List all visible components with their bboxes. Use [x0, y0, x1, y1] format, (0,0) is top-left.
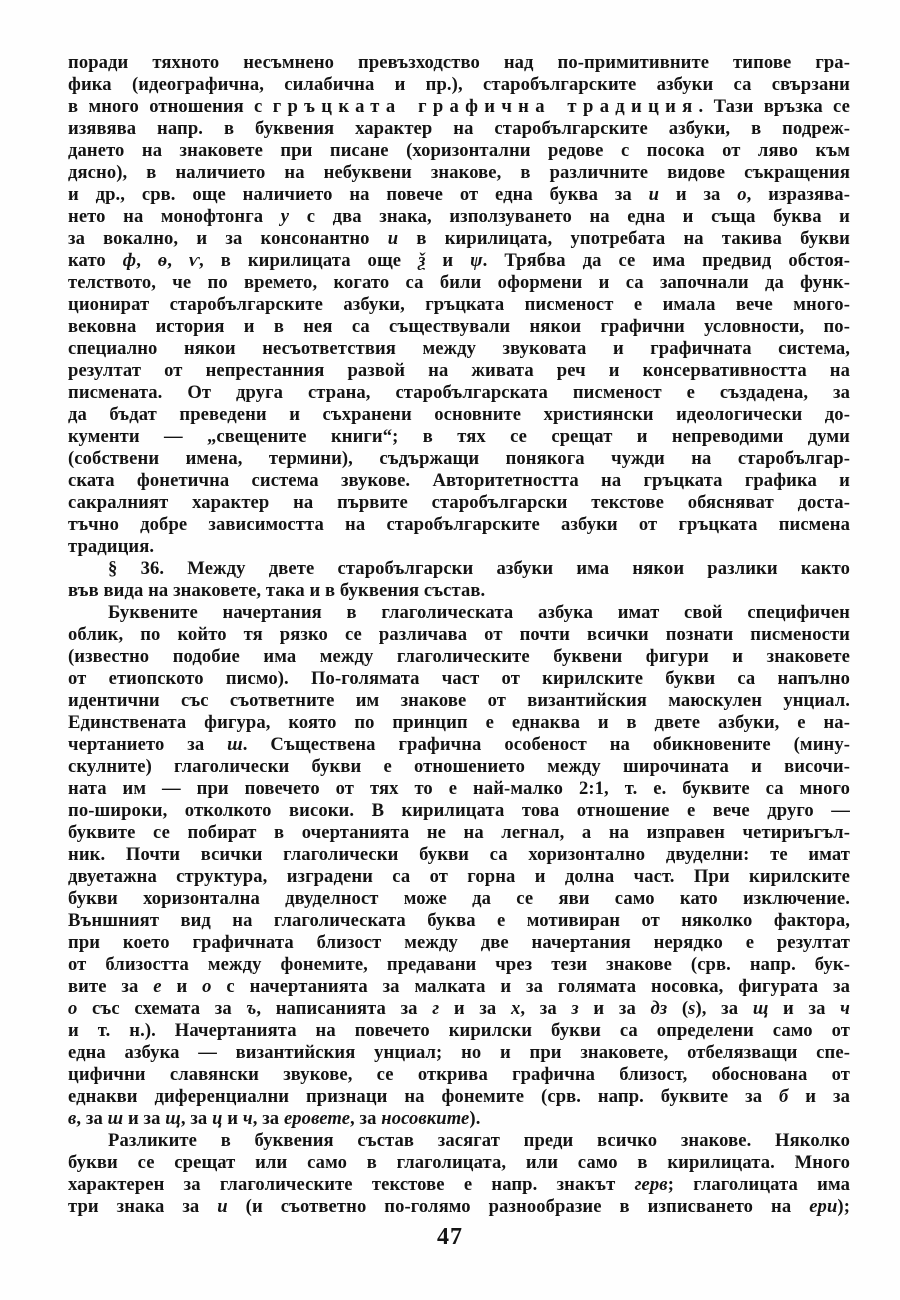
text-line — [68, 888, 850, 910]
text-run: еднакви диференциални признаци на фонемите (срв. напр. буквите за — [68, 1086, 780, 1107]
text-run: кументи — „свещените книги“; в тях се срещат и непреводими думи — [68, 426, 850, 447]
text-line — [68, 558, 850, 580]
text-line — [68, 580, 850, 602]
text-run: резултат от непрестанния развой на живата реч и консервативността на — [68, 360, 850, 381]
text-run: специално някои несъответствия между звуковата и графичната система, — [68, 338, 850, 359]
text-run: от близостта между фонемите, предавани чрез тези знакове (срв. напр. бук- — [68, 954, 850, 975]
italic-term: о — [68, 998, 78, 1019]
italic-term: з — [571, 998, 579, 1019]
text-run: да бъдат преведени и съхранени основните християнски идеологически до- — [68, 404, 850, 425]
text-run: ник. Почти всички глаголически букви са хоризонтално двуделни: те имат — [68, 844, 850, 865]
italic-term: ф — [122, 250, 137, 271]
text-run: букви хоризонтална двуделност може да се яви само като изключение. — [68, 888, 850, 909]
text-run: и — [161, 976, 203, 997]
text-run: Буквените начертания в глаголическата азбука имат свой специфичен — [108, 602, 850, 623]
page-number: 47 — [437, 1224, 463, 1250]
text-run: и за — [659, 184, 738, 205]
italic-term: ѳ — [157, 250, 168, 271]
text-line — [68, 910, 850, 932]
text-line — [68, 624, 850, 646]
text-run: ( — [667, 998, 689, 1019]
text-line — [68, 404, 850, 426]
text-run: за вокално, и за консонантно — [68, 228, 388, 249]
text-line — [68, 646, 850, 668]
text-run: Единствената фигура, която по принцип е еднаква и в двете азбуки, е на- — [68, 712, 850, 733]
text-run: чертанието за — [68, 734, 228, 755]
text-run: вековна история и в нея са съществували някои графични условности, по- — [68, 316, 850, 337]
text-run: . Съществена графична особеност на обикновените (мину- — [242, 734, 851, 755]
text-run: ), за — [695, 998, 753, 1019]
text-run: с два знака, използуването на една и съща буква и — [289, 206, 850, 227]
text-run: дането на знаковете при писане (хоризонтални редове с посока от ляво към — [68, 140, 850, 161]
italic-term: ери — [809, 1196, 838, 1217]
text-line — [68, 668, 850, 690]
text-run: , за — [350, 1108, 382, 1129]
text-run: с начертанията за малката и за голямата носовка, фигурата за — [211, 976, 850, 997]
text-run: при което графичната близост между две начертания нерядко е резултат — [68, 932, 850, 953]
text-line — [68, 360, 850, 382]
text-line — [68, 206, 850, 228]
text-line — [68, 734, 850, 756]
italic-term: е — [153, 976, 162, 997]
text-run: като — [68, 250, 123, 271]
text-run: и др., срв. още наличието на повече от една буква за — [68, 184, 649, 205]
italic-term: х — [510, 998, 521, 1019]
text-run: цифични славянски звукове, се открива графична близост, обоснована от — [68, 1064, 850, 1085]
italic-term: щ — [752, 998, 769, 1019]
text-run: тъчно добре зависимостта на старобългарските азбуки от гръцката писмена — [68, 514, 850, 535]
text-run: вите за — [68, 976, 154, 997]
text-run: писмената. От друга страна, старобългарската писменост е създадена, за — [68, 382, 850, 403]
text-run: , за — [76, 1108, 108, 1129]
text-line — [68, 228, 850, 250]
text-run: нето на монофтонга — [68, 206, 281, 227]
text-run: , в кирилицата още — [199, 250, 419, 271]
text-run: идентични със съответните им знакове от византийския маюскулен унциал. — [68, 690, 850, 711]
text-run: ната им — при повечето от тях то е най-малко 2:1, т. е. буквите са много — [68, 778, 850, 799]
italic-term: дз — [650, 998, 668, 1019]
text-run: и за — [788, 1086, 850, 1107]
text-line — [68, 118, 850, 140]
text-run: ); — [837, 1196, 850, 1217]
text-run: и — [222, 1108, 243, 1129]
text-line — [68, 250, 850, 272]
text-line — [68, 1042, 850, 1064]
text-run: двуетажна структура, изградени са от горна и долна част. При кирилските — [68, 866, 850, 887]
text-run: . Трябва да се има предвид обстоя- — [482, 250, 851, 271]
text-run: изявява напр. в буквения характер на старобългарските азбуки, в подреж- — [68, 118, 850, 139]
italic-term: еровете — [283, 1108, 351, 1129]
text-run: от етиопското писмо). По-голямата част от кирилските букви са напълно — [68, 668, 850, 689]
text-run: , — [136, 250, 158, 271]
text-run: и за — [439, 998, 511, 1019]
text-line — [68, 1130, 850, 1152]
text-run: Външният вид на глаголическата буква е мотивиран от няколко фактора, — [68, 910, 850, 931]
text-run: ционират старобългарските азбуки, гръцката писменост е имала вече много- — [68, 294, 850, 315]
text-line — [68, 690, 850, 712]
body-text — [68, 52, 850, 1218]
text-run: телството, че по времето, когато са били оформени и са започнали да функ- — [68, 272, 850, 293]
italic-term: о — [202, 976, 212, 997]
text-run: скулните) глаголически букви е отношението между широчината и височи- — [68, 756, 850, 777]
text-run: облик, по който тя рязко се различава от почти всички познати писмености — [68, 624, 850, 645]
italic-term: ѕ — [688, 998, 696, 1019]
text-line — [68, 514, 850, 536]
text-line — [68, 602, 850, 624]
italic-term: ш — [107, 1108, 124, 1129]
italic-term: в — [68, 1108, 77, 1129]
italic-term: б — [779, 1086, 789, 1107]
text-line — [68, 976, 850, 998]
text-run: , за — [520, 998, 572, 1019]
text-run: в кирилицата, употребата на такива букви — [398, 228, 850, 249]
text-line — [68, 470, 850, 492]
text-line — [68, 492, 850, 514]
italic-term: ѯ — [418, 250, 426, 271]
italic-term: ч — [840, 998, 851, 1019]
text-line — [68, 1196, 850, 1218]
text-run: поради тяхното несъмнено превъзходство над по-примитивните типове гра- — [68, 52, 850, 73]
text-run: в много отношения с — [68, 96, 273, 117]
italic-term: о — [737, 184, 747, 205]
italic-term: и — [387, 228, 399, 249]
italic-term: щ — [165, 1108, 181, 1129]
text-run: букви се срещат или само в глаголицата, или само в кирилицата. Много — [68, 1152, 850, 1173]
text-line — [68, 1174, 850, 1196]
italic-term: ѵ — [188, 250, 200, 271]
text-line — [68, 998, 850, 1020]
text-line — [68, 932, 850, 954]
text-run: , — [167, 250, 189, 271]
spaced-emphasis: гръцката графична традиция — [272, 96, 699, 117]
text-run: ; глаголицата има — [667, 1174, 851, 1195]
italic-term: носовките — [381, 1108, 470, 1129]
text-line — [68, 184, 850, 206]
text-run: три знака за — [68, 1196, 218, 1217]
text-run: фика (идеографична, силабична и пр.), старобългарските азбуки са свързани — [68, 74, 850, 95]
text-line — [68, 426, 850, 448]
text-run: една азбука — византийския унциал; но и при знаковете, отбелязващи спе- — [68, 1042, 850, 1063]
text-run: традиция. — [68, 536, 155, 557]
text-run: и за — [768, 998, 841, 1019]
text-run: сакралният характер на първите старобългарски текстове обясняват доста- — [68, 492, 850, 513]
text-run: характерен за глаголическите текстове е напр. знакът — [68, 1174, 635, 1195]
text-line — [68, 162, 850, 184]
italic-term: герв — [634, 1174, 668, 1195]
text-line — [68, 338, 850, 360]
text-run: , за — [252, 1108, 284, 1129]
text-line — [68, 382, 850, 404]
text-line — [68, 74, 850, 96]
text-line — [68, 272, 850, 294]
text-line — [68, 52, 850, 74]
italic-term: ѱ — [470, 250, 483, 271]
italic-term: г — [432, 998, 440, 1019]
text-line — [68, 844, 850, 866]
text-line — [68, 954, 850, 976]
text-line — [68, 448, 850, 470]
text-line — [68, 778, 850, 800]
italic-term: у — [280, 206, 290, 227]
text-run: и — [425, 250, 471, 271]
text-line — [68, 1020, 850, 1042]
text-line — [68, 96, 850, 118]
text-line — [68, 1064, 850, 1086]
text-run: ската фонетична система звукове. Авторитетността на гръцката графика и — [68, 470, 850, 491]
text-run: (известно подобие има между глаголическите буквени фигури и знаковете — [68, 646, 850, 667]
text-run: , написанията за — [256, 998, 433, 1019]
text-line — [68, 316, 850, 338]
text-line — [68, 1108, 850, 1130]
text-run: Разликите в буквения състав засягат преди всичко знакове. Няколко — [108, 1130, 850, 1151]
italic-term: и — [648, 184, 660, 205]
text-line — [68, 822, 850, 844]
text-run: , за — [180, 1108, 213, 1129]
text-run: със схемата за — [77, 998, 247, 1019]
text-line — [68, 800, 850, 822]
text-run: и за — [123, 1108, 166, 1129]
text-run: , изразява- — [746, 184, 850, 205]
text-line — [68, 536, 850, 558]
text-line — [68, 712, 850, 734]
italic-term: и — [217, 1196, 228, 1217]
text-run: (и съответно по-голямо разнообразие в изписването на — [227, 1196, 810, 1217]
text-run: буквите се побират в очертанията не на легнал, а на изправен четириъгъл- — [68, 822, 850, 843]
text-run: и т. н.). Начертанията на повечето кирилски букви са определени само от — [68, 1020, 850, 1041]
text-run: дясно), в наличието на небуквени знакове, в различните видове съкращения — [68, 162, 850, 183]
italic-term: ш — [227, 734, 243, 755]
text-run: и за — [578, 998, 651, 1019]
text-line — [68, 140, 850, 162]
italic-term: ц — [212, 1108, 223, 1129]
text-line — [68, 1086, 850, 1108]
italic-term: ч — [242, 1108, 253, 1129]
text-run: по-широки, отколкото високи. В кирилицата това отношение е вече друго — — [68, 800, 850, 821]
text-line — [68, 866, 850, 888]
text-line — [68, 1152, 850, 1174]
text-run: (собствени имена, термини), съдържащи понякога чужди на старобългар- — [68, 448, 850, 469]
italic-term: ъ — [246, 998, 257, 1019]
text-line — [68, 756, 850, 778]
text-run: във вида на знаковете, така и в буквения състав. — [68, 580, 486, 601]
text-line — [68, 294, 850, 316]
text-run: § 36. Между двете старобългарски азбуки има някои разлики както — [108, 558, 850, 579]
text-run: ). — [469, 1108, 481, 1129]
text-run: . Тази връзка се — [698, 96, 850, 117]
